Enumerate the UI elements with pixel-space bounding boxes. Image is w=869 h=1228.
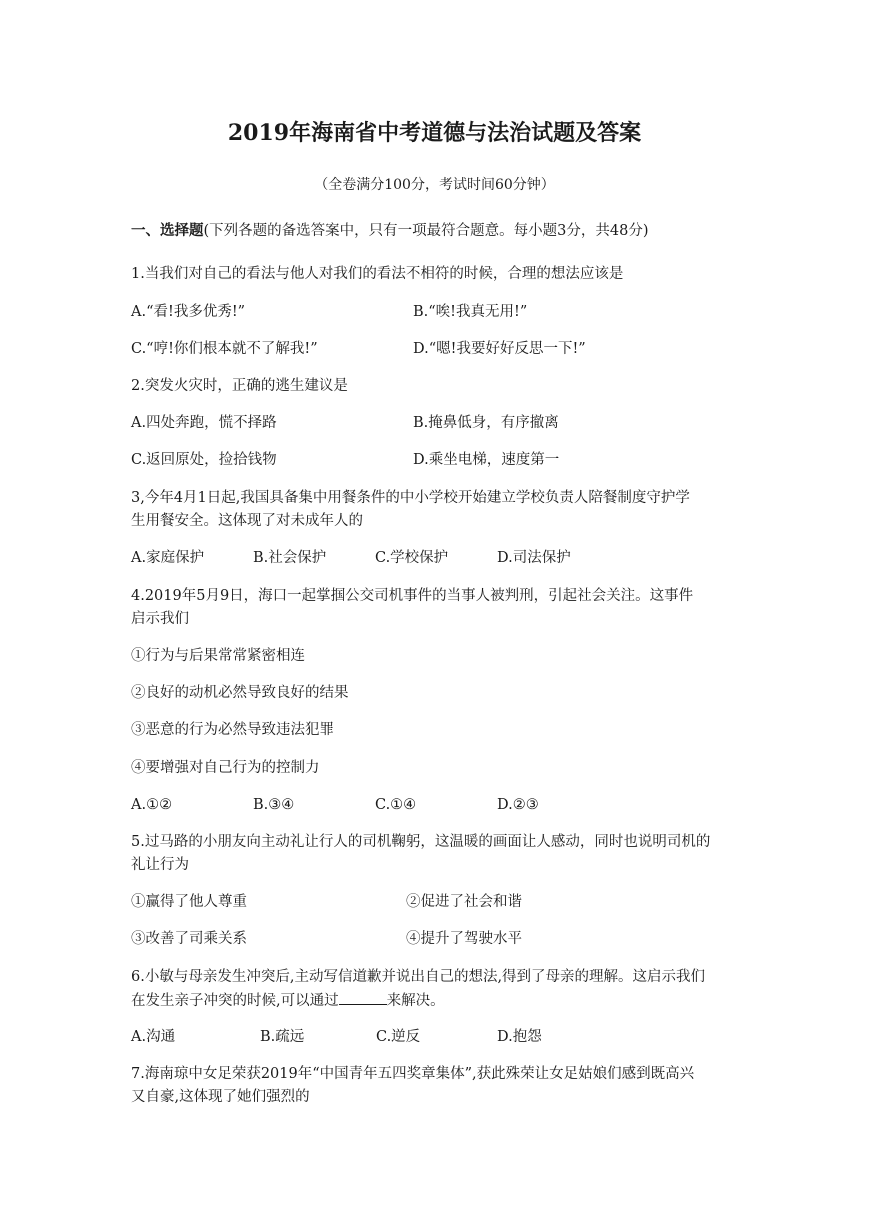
exam-info: （全卷满分100分，考试时间60分钟） <box>314 177 555 193</box>
answer-blank <box>339 990 387 1005</box>
q4-stem-line1: 4.2019年5月9日，海口一起掌掴公交司机事件的当事人被判刑，引起社会关注。这事件 <box>131 588 694 604</box>
section-heading <box>131 221 649 241</box>
q2-option-a: A.四处奔跑，慌不择路 <box>131 415 277 431</box>
q3-option-d: D.司法保护 <box>497 550 571 566</box>
q3-option-c: C.学校保护 <box>375 550 449 566</box>
q1-option-d: D.“嗯!我要好好反思一下!” <box>413 341 586 357</box>
q4-option-d: D.②③ <box>497 797 539 813</box>
q6-option-a: A.沟通 <box>131 1029 176 1045</box>
q4-option-c: C.①④ <box>375 797 417 813</box>
q5-stem-line2: 礼让行为 <box>131 857 189 873</box>
q6-option-b: B.疏远 <box>260 1029 305 1045</box>
q1-stem: 1.当我们对自己的看法与他人对我们的看法不相符的时候，合理的想法应该是 <box>131 266 624 282</box>
q6-option-d: D.抱怨 <box>497 1029 542 1045</box>
q2-option-c: C.返回原处，捡拾钱物 <box>131 452 277 468</box>
q3-option-a: A.家庭保护 <box>131 550 205 566</box>
q7-stem-line2: 又自豪,这体现了她们强烈的 <box>131 1089 310 1105</box>
q2-stem: 2.突发火灾时，正确的逃生建议是 <box>131 378 348 394</box>
q3-stem-line2: 生用餐安全。这体现了对未成年人的 <box>131 513 363 529</box>
page-title: 2019年海南省中考道德与法治试题及答案 <box>227 120 642 146</box>
q5-statement-4: ④提升了驾驶水平 <box>406 931 522 947</box>
q7-stem-line1: 7.海南琼中女足荣获2019年“中国青年五四奖章集体”,获此殊荣让女足姑娘们感到既高兴 <box>131 1066 695 1082</box>
q2-option-b: B.掩鼻低身，有序撤离 <box>413 415 559 431</box>
q5-statement-1: ①赢得了他人尊重 <box>131 894 247 910</box>
q5-statement-2: ②促进了社会和谐 <box>406 894 522 910</box>
q5-statement-3: ③改善了司乘关系 <box>131 931 247 947</box>
q5-stem-line1: 5.过马路的小朋友向主动礼让行人的司机鞠躬，这温暖的画面让人感动，同时也说明司机的 <box>131 834 711 850</box>
section-instruction: (下列各题的备选答案中，只有一项最符合题意。每小题3分，共48分) <box>203 223 649 239</box>
q4-stem-line2: 启示我们 <box>131 611 189 627</box>
q6-option-c: C.逆反 <box>376 1029 421 1045</box>
q6-stem-line2 <box>131 990 445 1011</box>
q6-stem-after-blank: 来解决。 <box>386 993 445 1009</box>
q4-statement-2: ②良好的动机必然导致良好的结果 <box>131 685 349 701</box>
q4-statement-3: ③恶意的行为必然导致违法犯罪 <box>131 722 334 738</box>
q2-option-d: D.乘坐电梯，速度第一 <box>413 452 560 468</box>
q1-option-a: A.“看!我多优秀!” <box>131 304 246 320</box>
q1-option-c: C.“哼!你们根本就不了解我!” <box>131 341 318 357</box>
q1-option-b: B.“唉!我真无用!” <box>413 304 528 320</box>
section-title: 一、选择题 <box>131 222 204 239</box>
q3-stem-line1: 3,今年4月1日起,我国具备集中用餐条件的中小学校开始建立学校负责人陪餐制度守护学 <box>131 490 690 506</box>
q4-statement-1: ①行为与后果常常紧密相连 <box>131 648 305 664</box>
q4-statement-4: ④要增强对自己行为的控制力 <box>131 760 320 776</box>
q3-option-b: B.社会保护 <box>253 550 327 566</box>
q4-option-a: A.①② <box>131 797 173 813</box>
q6-stem-before-blank: 在发生亲子冲突的时候,可以通过 <box>131 993 339 1009</box>
q6-stem-line1: 6.小敏与母亲发生冲突后,主动写信道歉并说出自己的想法,得到了母亲的理解。这启示我们 <box>131 969 706 985</box>
q4-option-b: B.③④ <box>253 797 295 813</box>
